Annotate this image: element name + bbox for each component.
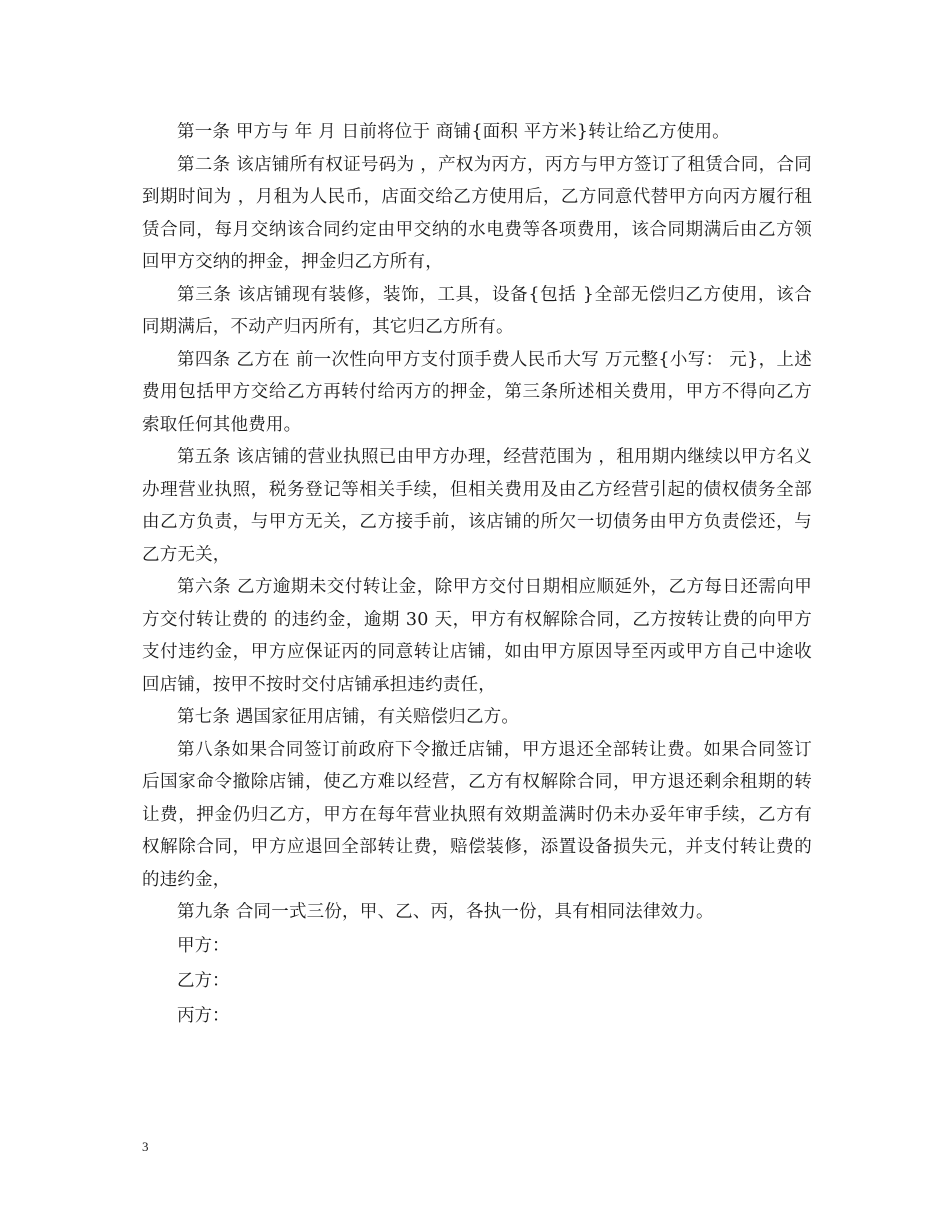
- article-5: 第五条 该店铺的营业执照已由甲方办理，经营范围为 ，租用期内继续以甲方名义办理营业执照，税务登记等相关手续，但相关费用及由乙方经营引起的债权债务全部由乙方负责，与甲方无关，乙方接手前，该店铺的所欠一切债务由甲方负责偿还，与乙方无关，: [142, 447, 812, 565]
- article-6: 第六条 乙方逾期未交付转让金，除甲方交付日期相应顺延外，乙方每日还需向甲方交付转让费的 的违约金，逾期 30 天，甲方有权解除合同，乙方按转让费的向甲方支付违约金，甲方应保证丙的同意转让店铺，如由甲方原因导至丙或甲方自己中途收回店铺，按甲不按时交付店铺承担违约责任，: [142, 577, 812, 695]
- article-9: 第九条 合同一式三份，甲、乙、丙，各执一份，具有相同法律效力。: [177, 902, 714, 922]
- contract-body: [142, 116, 812, 1034]
- page-number: 3: [142, 1139, 149, 1154]
- article-8: 第八条如果合同签订前政府下令撤迁店铺，甲方退还全部转让费。如果合同签订后国家命令撤除店铺，使乙方难以经营，乙方有权解除合同，甲方退还剩余租期的转让费，押金仍归乙方，甲方在每年营业执照有效期盖满时仍未办妥年审手续，乙方有权解除合同，甲方应退回全部转让费，赔偿装修，添置设备损失元，并支付转让费的 的违约金，: [142, 739, 812, 890]
- signature-party-c: 丙方：: [177, 1005, 230, 1026]
- article-7: 第七条 遇国家征用店铺，有关赔偿归乙方。: [177, 707, 520, 727]
- signature-party-a: 甲方：: [177, 935, 230, 956]
- article-3: 第三条 该店铺现有装修，装饰，工具，设备{包括 }全部无偿归乙方使用，该合同期满后，不动产归丙所有，其它归乙方所有。: [142, 284, 812, 337]
- article-4: 第四条 乙方在 前一次性向甲方支付顶手费人民币大写 万元整{小写： 元}，上述费用包括甲方交给乙方再转付给丙方的押金，第三条所述相关费用，甲方不得向乙方索取任何其他费用。: [142, 349, 812, 435]
- article-2: 第二条 该店铺所有权证号码为 ，产权为丙方，丙方与甲方签订了租赁合同，合同到期时间为 ，月租为人民币，店面交给乙方使用后，乙方同意代替甲方向丙方履行租赁合同，每月交纳该合同约定由甲交纳的水电费等各项费用，该合同期满后由乙方领回甲方交纳的押金，押金归乙方所有，: [142, 154, 812, 272]
- article-1: 第一条 甲方与 年 月 日前将位于 商铺{面积 平方米}转让给乙方使用。: [177, 122, 730, 142]
- signature-party-b: 乙方：: [177, 970, 230, 991]
